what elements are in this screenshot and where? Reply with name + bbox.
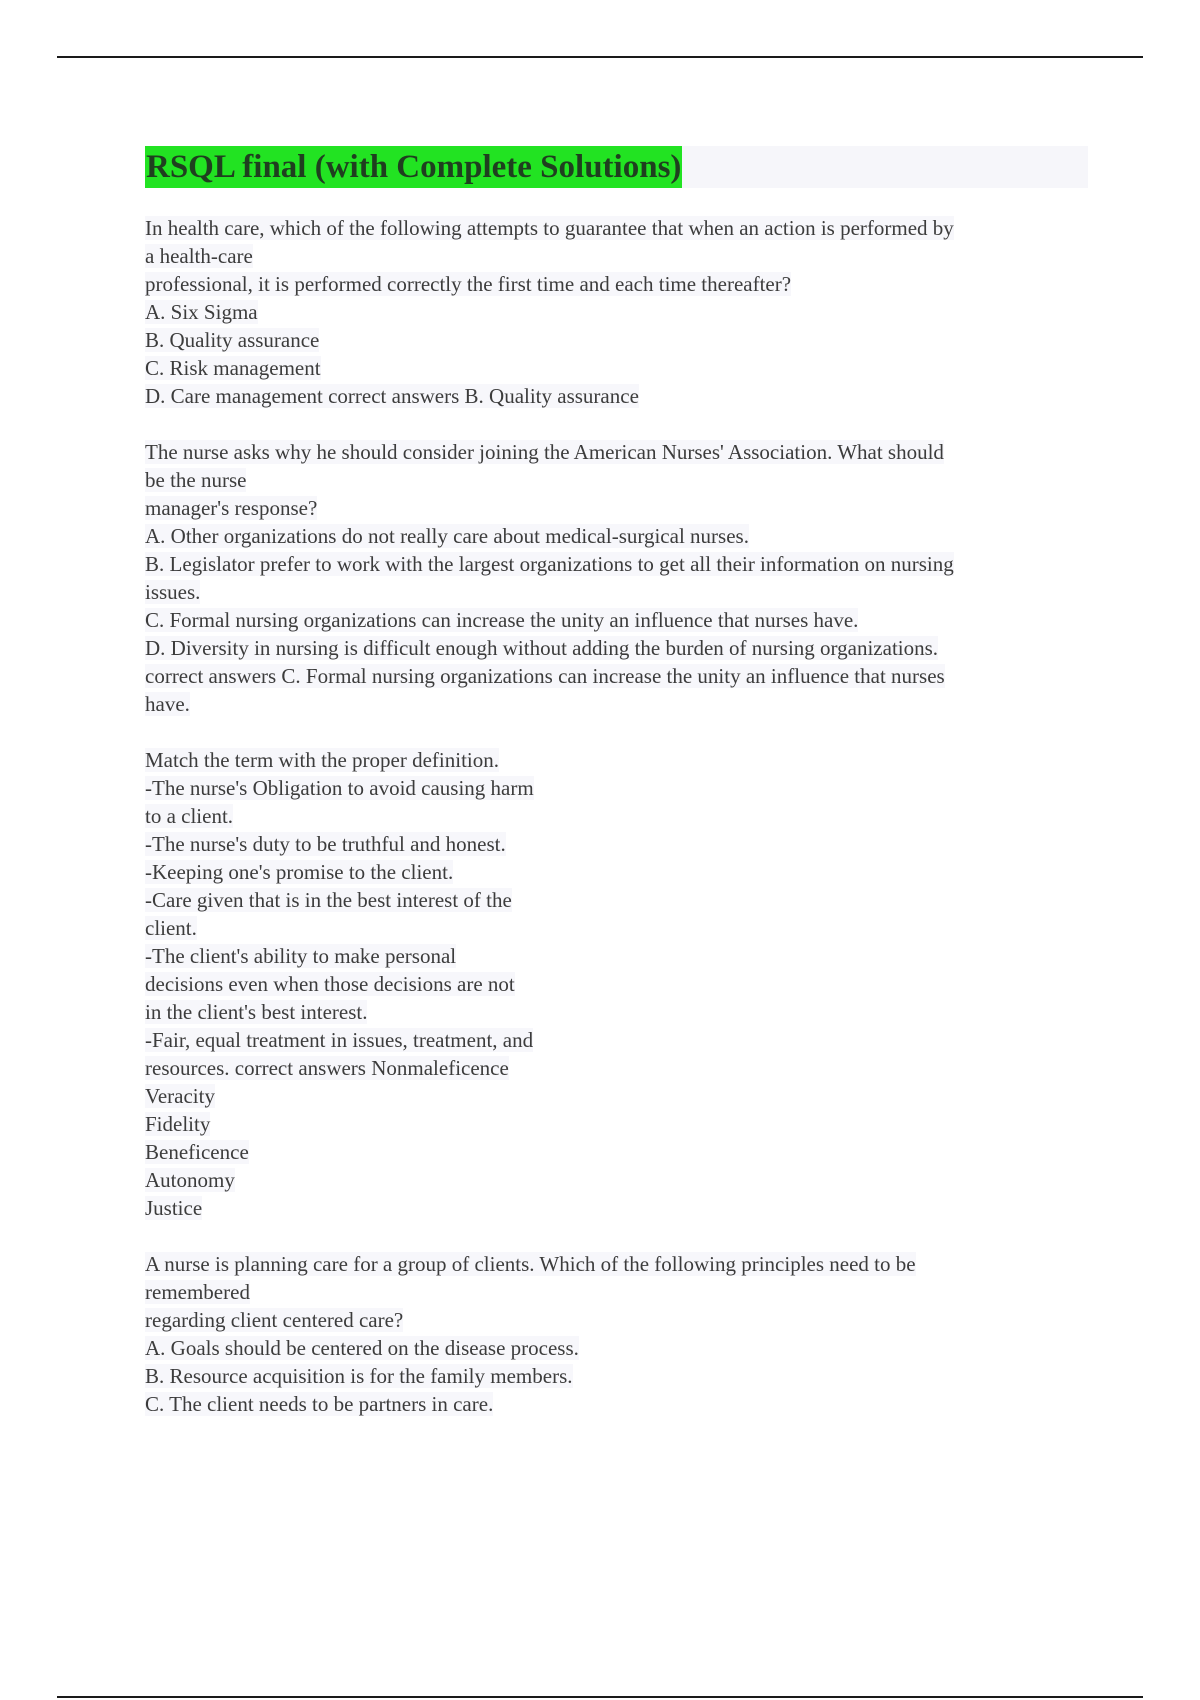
- text-line: -Care given that is in the best interest of the: [145, 888, 512, 912]
- text-line: Match the term with the proper definition.: [145, 748, 499, 772]
- answer-line: D. Care management correct answers B. Quality assurance: [145, 384, 639, 408]
- option-line: B. Resource acquisition is for the family members.: [145, 1364, 573, 1388]
- text-line: be the nurse: [145, 468, 247, 492]
- answer-line: Justice: [145, 1196, 203, 1220]
- top-rule: [57, 56, 1143, 58]
- text-line: In health care, which of the following attempts to guarantee that when an action is performed by: [145, 216, 954, 240]
- text-line: -The nurse's duty to be truthful and honest.: [145, 832, 506, 856]
- text-line: remembered: [145, 1280, 250, 1304]
- answer-line: Veracity: [145, 1084, 215, 1108]
- answer-line: have.: [145, 692, 190, 716]
- text-line: professional, it is performed correctly the first time and each time thereafter?: [145, 272, 792, 296]
- text-line: decisions even when those decisions are not: [145, 972, 515, 996]
- option-line: A. Goals should be centered on the disease process.: [145, 1336, 579, 1360]
- text-line: regarding client centered care?: [145, 1308, 404, 1332]
- question-4: [145, 1250, 1090, 1418]
- answer-line: Autonomy: [145, 1168, 235, 1192]
- option-line: C. Formal nursing organizations can increase the unity an influence that nurses have.: [145, 608, 859, 632]
- text-line: The nurse asks why he should consider joining the American Nurses' Association. What should: [145, 440, 944, 464]
- option-line: C. Risk management: [145, 356, 321, 380]
- option-line: B. Quality assurance: [145, 328, 320, 352]
- answer-line: Beneficence: [145, 1140, 249, 1164]
- text-line: A nurse is planning care for a group of clients. Which of the following principles need to be: [145, 1252, 916, 1276]
- text-line: manager's response?: [145, 496, 318, 520]
- question-2: [145, 438, 1090, 718]
- option-line: B. Legislator prefer to work with the largest organizations to get all their information on nursing: [145, 552, 954, 576]
- document-title: RSQL final (with Complete Solutions): [145, 146, 682, 188]
- text-line: -The client's ability to make personal: [145, 944, 457, 968]
- option-line: A. Other organizations do not really care about medical-surgical nurses.: [145, 524, 749, 548]
- text-line: client.: [145, 916, 197, 940]
- text-line: -Fair, equal treatment in issues, treatment, and: [145, 1028, 534, 1052]
- option-line: D. Diversity in nursing is difficult enough without adding the burden of nursing organizations.: [145, 636, 939, 660]
- option-line: C. The client needs to be partners in care.: [145, 1392, 494, 1416]
- question-3: [145, 746, 1090, 1222]
- bottom-rule: [57, 1696, 1143, 1698]
- text-line: -The nurse's Obligation to avoid causing harm: [145, 776, 534, 800]
- title-band: [145, 146, 1088, 188]
- answer-line: Fidelity: [145, 1112, 211, 1136]
- text-line: a health-care: [145, 244, 253, 268]
- text-line: to a client.: [145, 804, 234, 828]
- option-line: A. Six Sigma: [145, 300, 258, 324]
- answer-line: resources. correct answers Nonmaleficence: [145, 1056, 509, 1080]
- answer-line: correct answers C. Formal nursing organizations can increase the unity an influence that nurses: [145, 664, 945, 688]
- document-body: [145, 146, 1090, 1418]
- text-line: in the client's best interest.: [145, 1000, 368, 1024]
- text-line: -Keeping one's promise to the client.: [145, 860, 454, 884]
- option-line: issues.: [145, 580, 201, 604]
- question-1: [145, 214, 1090, 410]
